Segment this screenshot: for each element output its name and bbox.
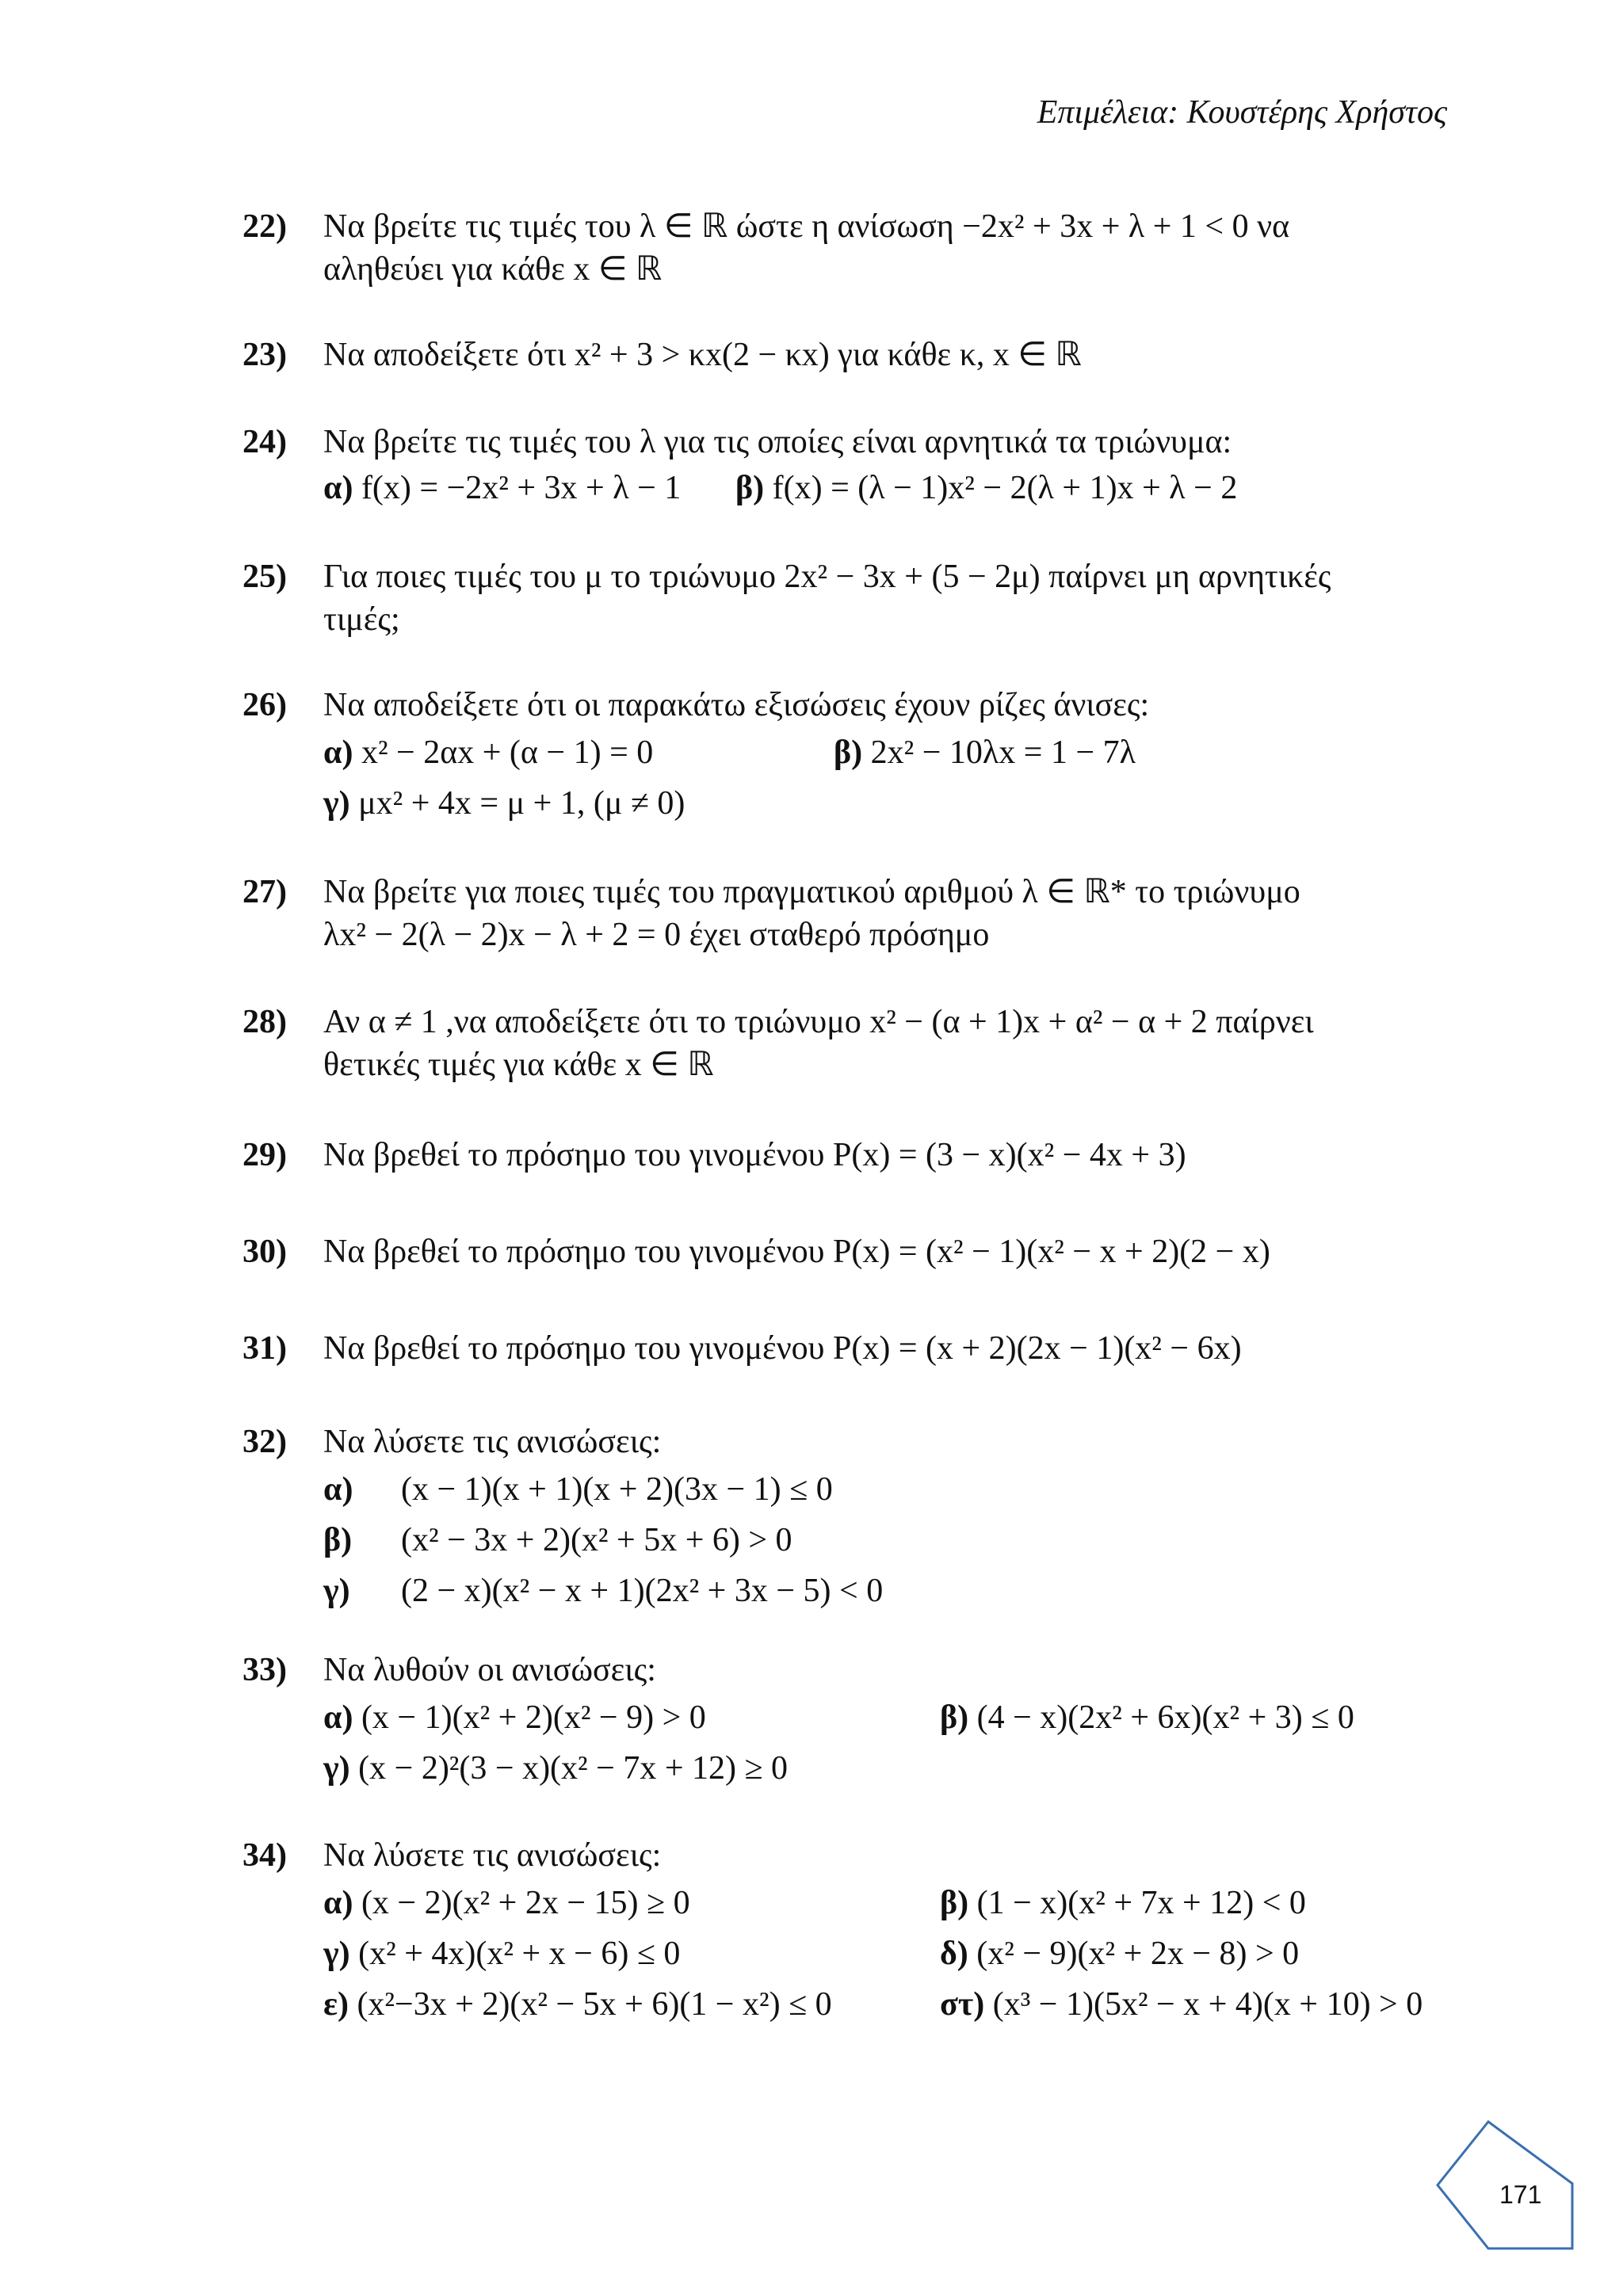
part-expression: μx² + 4x = μ + 1, (μ ≠ 0)	[358, 785, 685, 822]
problem-number: 27)	[242, 874, 287, 910]
problem-text: λx² − 2(λ − 2)x − λ + 2 = 0 έχει σταθερό πρόσημο	[323, 917, 990, 953]
part-label: γ)	[323, 785, 350, 822]
part-expression: (x³ − 1)(5x² − x + 4)(x + 10) > 0	[992, 1986, 1423, 2023]
part-expression: (4 − x)(2x² + 6x)(x² + 3) ≤ 0	[976, 1699, 1354, 1736]
part-expression: 2x² − 10λx = 1 − 7λ	[870, 734, 1136, 771]
problem-number: 23)	[242, 337, 287, 373]
problem-text: τιμές;	[323, 601, 400, 638]
problem-number: 24)	[242, 424, 287, 460]
problem-number: 31)	[242, 1330, 287, 1367]
part-label: δ)	[940, 1936, 968, 1972]
part-label: β)	[323, 1522, 353, 1558]
problem-number: 33)	[242, 1652, 287, 1688]
part-expression: (x − 2)(x² + 2x − 15) ≥ 0	[361, 1885, 690, 1921]
part-label: α)	[323, 734, 353, 771]
part-label: β)	[735, 470, 765, 506]
problem-text: Να λύσετε τις ανισώσεις:	[323, 1424, 662, 1460]
part-label: α)	[323, 1885, 353, 1921]
part-expression: (x² + 4x)(x² + x − 6) ≤ 0	[358, 1936, 681, 1972]
problem-text: Να βρείτε τις τιμές του λ για τις οποίες είναι αρνητικά τα τριώνυμα:	[323, 424, 1232, 460]
problem-text: Να βρεθεί το πρόσημο του γινομένου P(x) = (x + 2)(2x − 1)(x² − 6x)	[323, 1330, 1242, 1367]
part-expression: (x² − 9)(x² + 2x − 8) > 0	[976, 1936, 1300, 1972]
problem-text: Να αποδείξετε ότι οι παρακάτω εξισώσεις έχουν ρίζες άνισες:	[323, 687, 1150, 723]
part-label: α)	[323, 470, 353, 506]
part-label: γ)	[323, 1573, 350, 1609]
part-label: β)	[940, 1885, 969, 1921]
part-expression: (x − 1)(x² + 2)(x² − 9) > 0	[361, 1699, 706, 1736]
part-label: α)	[323, 1699, 353, 1736]
part-expression: f(x) = −2x² + 3x + λ − 1	[361, 470, 682, 506]
part-expression: x² − 2αx + (α − 1) = 0	[361, 734, 654, 771]
part-label: ε)	[323, 1986, 349, 2023]
problem-text: θετικές τιμές για κάθε x ∈ ℝ	[323, 1047, 714, 1083]
problem-text: Να λυθούν οι ανισώσεις:	[323, 1652, 656, 1688]
part-expression: (x²−3x + 2)(x² − 5x + 6)(1 − x²) ≤ 0	[357, 1986, 832, 2023]
problem-text: Να βρεθεί το πρόσημο του γινομένου P(x) = (x² − 1)(x² − x + 2)(2 − x)	[323, 1234, 1270, 1270]
part-label: β)	[940, 1699, 969, 1736]
problem-text: Να λύσετε τις ανισώσεις:	[323, 1837, 662, 1874]
problem-text: Αν α ≠ 1 ,να αποδείξετε ότι το τριώνυμο x² − (α + 1)x + α² − α + 2 παίρνει	[323, 1004, 1314, 1040]
problem-number: 29)	[242, 1137, 287, 1173]
problem-text: αληθεύει για κάθε x ∈ ℝ	[323, 251, 663, 288]
problem-number: 30)	[242, 1234, 287, 1270]
part-expression: (x − 1)(x + 1)(x + 2)(3x − 1) ≤ 0	[401, 1471, 833, 1508]
part-label: β)	[834, 734, 863, 771]
problem-number: 32)	[242, 1424, 287, 1460]
problem-text: Να αποδείξετε ότι x² + 3 > κx(2 − κx) για κάθε κ, x ∈ ℝ	[323, 337, 1082, 373]
page-number: 171	[1499, 2180, 1542, 2209]
problem-number: 22)	[242, 208, 287, 245]
part-expression: (1 − x)(x² + 7x + 12) < 0	[976, 1885, 1306, 1921]
problem-text: Να βρείτε τις τιμές του λ ∈ ℝ ώστε η ανίσωση −2x² + 3x + λ + 1 < 0 να	[323, 208, 1290, 245]
part-label: γ)	[323, 1750, 350, 1787]
page-header-author: Επιμέλεια: Κουστέρης Χρήστος	[1037, 94, 1447, 131]
part-expression: (x² − 3x + 2)(x² + 5x + 6) > 0	[401, 1522, 792, 1558]
part-expression: (2 − x)(x² − x + 1)(2x² + 3x − 5) < 0	[401, 1573, 884, 1609]
part-expression: f(x) = (λ − 1)x² − 2(λ + 1)x + λ − 2	[772, 470, 1238, 506]
problem-number: 28)	[242, 1004, 287, 1040]
problem-number: 26)	[242, 687, 287, 723]
part-label: α)	[323, 1471, 353, 1508]
problem-text: Να βρείτε για ποιες τιμές του πραγματικού αριθμού λ ∈ ℝ* το τριώνυμο	[323, 874, 1300, 910]
problem-number: 25)	[242, 559, 287, 595]
part-expression: (x − 2)²(3 − x)(x² − 7x + 12) ≥ 0	[358, 1750, 789, 1787]
problem-text: Για ποιες τιμές του μ το τριώνυμο 2x² − 3x + (5 − 2μ) παίρνει μη αρνητικές	[323, 559, 1331, 595]
problem-text: Να βρεθεί το πρόσημο του γινομένου P(x) = (3 − x)(x² − 4x + 3)	[323, 1137, 1186, 1173]
part-label: στ)	[940, 1986, 985, 2023]
problem-number: 34)	[242, 1837, 287, 1874]
part-label: γ)	[323, 1936, 350, 1972]
